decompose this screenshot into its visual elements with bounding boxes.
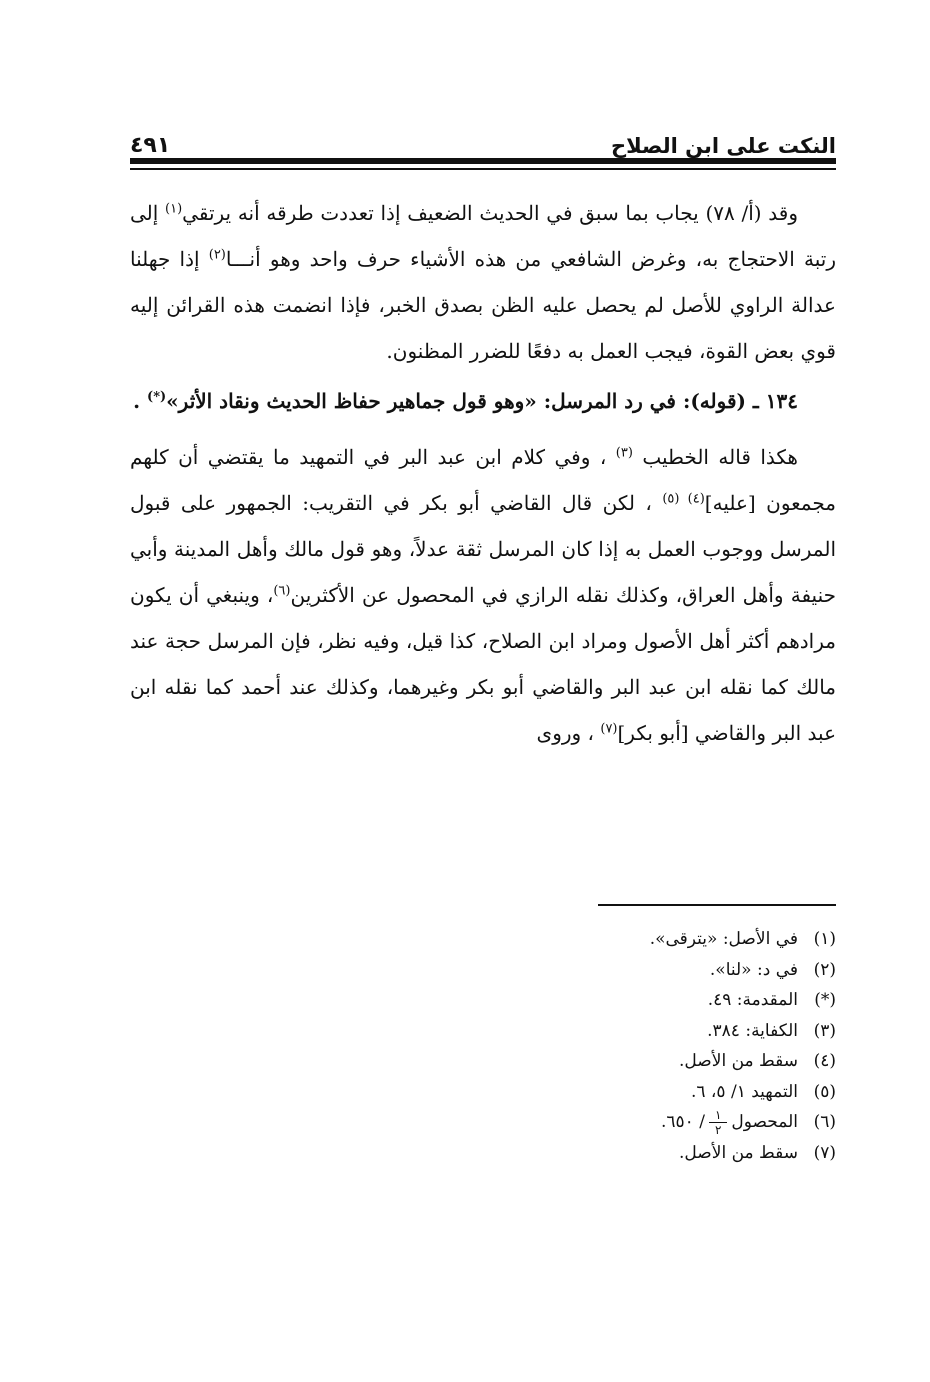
footnote-4 [130,1046,836,1077]
footnote-number: (٦) [813,1112,836,1132]
main-text [130,190,836,756]
page-header [130,122,836,158]
footnote-number: (١) [813,929,836,949]
footnotes-list [130,924,836,1168]
footnote-number: (٥) [813,1081,836,1102]
footnote-ref-6[interactable]: (٦) [273,583,291,599]
text-run: ، وروى [536,721,601,745]
text-run: إذا جهلنا عدالة الراوي للأصل لم يحصل عليه الظن بصدق الخبر، فإذا انضمت هذه القرائن إليه قوي بعض القوة، فيجب العمل به دفعًا للضرر المظنون. [130,247,836,363]
text-run: ١٣٤ ـ (قوله): في رد المرسل: «وهو قول جماهير حفاظ الحديث ونقاد الأثر» [166,389,798,413]
fraction-numerator: ١ [709,1109,727,1123]
fraction [709,1109,727,1136]
footnote-1 [130,924,836,955]
footnote-5 [130,1077,836,1108]
text-run: ، لكن قال القاضي أبو بكر في التقريب: الجمهور على قبول المرسل ووجوب العمل به إذا كان المرسل ثقة عدلاً، وهو قول مالك وأهل المدينة وأبي حنيفة وأهل العراق، وكذلك نقله الرازي في المحصول عن الأكثرين [130,491,836,607]
footnote-ref-2[interactable]: (٢) [208,247,226,263]
footnote-star [130,985,836,1016]
footnote-text: التمهيد ١/ ٥، ٦. [690,1081,798,1102]
running-title: النكت على ابن الصلاح [610,134,836,158]
footnote-6 [130,1107,836,1138]
footnote-separator [598,904,836,906]
header-rule-thin [130,168,836,170]
footnote-text: / ٦٥٠. [661,1112,705,1132]
footnote-text: في د: «لنا». [709,959,798,980]
footnote-text: الكفاية: ٣٨٤. [707,1020,798,1041]
text-run: إلى رتبة الاحتجاج به، وغرض الشافعي من هذه الأشياء حرف واحد وهو أنـــا [130,201,836,271]
header-rule-thick [130,158,836,164]
page-number: ٤٩١ [130,133,171,158]
footnote-3 [130,1016,836,1047]
footnote-number: (٧) [813,1142,836,1163]
footnote-ref-1[interactable]: (١) [165,201,183,217]
footnote-ref-4[interactable]: (٤) [687,491,705,507]
footnote-ref-5[interactable]: (٥) [662,491,688,507]
text-run: ، وينبغي أن يكون مرادهم أكثر أهل الأصول ومراد ابن الصلاح، كذا قيل، وفيه نظر، فإن المرسل حجة عند مالك كما نقله ابن عبد البر والقاضي أبو بكر وغيرهما، وكذلك عند أحمد كما نقله ابن عبد البر والقاضي [أبو بكر] [130,583,836,745]
footnote-number: (٢) [813,959,836,980]
footnote-text: سقط من الأصل. [679,1142,798,1163]
text-run: . [133,389,148,413]
paragraph-2 [130,434,836,756]
footnote-text: سقط من الأصل. [679,1051,798,1071]
footnote-text: في الأصل: «يترقى». [649,929,798,949]
footnote-7 [130,1138,836,1169]
text-run: وقد (أ/ ٧٨) يجاب بما سبق في الحديث الضعيف إذا تعددت طرقه أنه يرتقي [182,201,798,225]
footnote-text: المحصول [731,1112,798,1132]
footnote-number: (*) [814,990,836,1010]
footnote-number: (٤) [813,1051,836,1071]
footnote-2 [130,955,836,986]
text-run: ، وفي كلام ابن عبد البر في التمهيد ما يقتضي أن كلهم مجمعون [عليه] [130,445,836,515]
entry-heading-134 [130,378,836,424]
footnote-number: (٣) [813,1020,836,1041]
footnote-ref-7[interactable]: (٧) [600,721,618,737]
text-run: هكذا قاله الخطيب [632,445,798,469]
paragraph-1 [130,190,836,374]
footnote-ref-3[interactable]: (٣) [615,445,633,461]
fraction-denominator: ٢ [714,1123,722,1137]
footnote-text: المقدمة: ٤٩. [707,990,798,1010]
footnote-ref-star[interactable]: (*) [147,389,167,405]
